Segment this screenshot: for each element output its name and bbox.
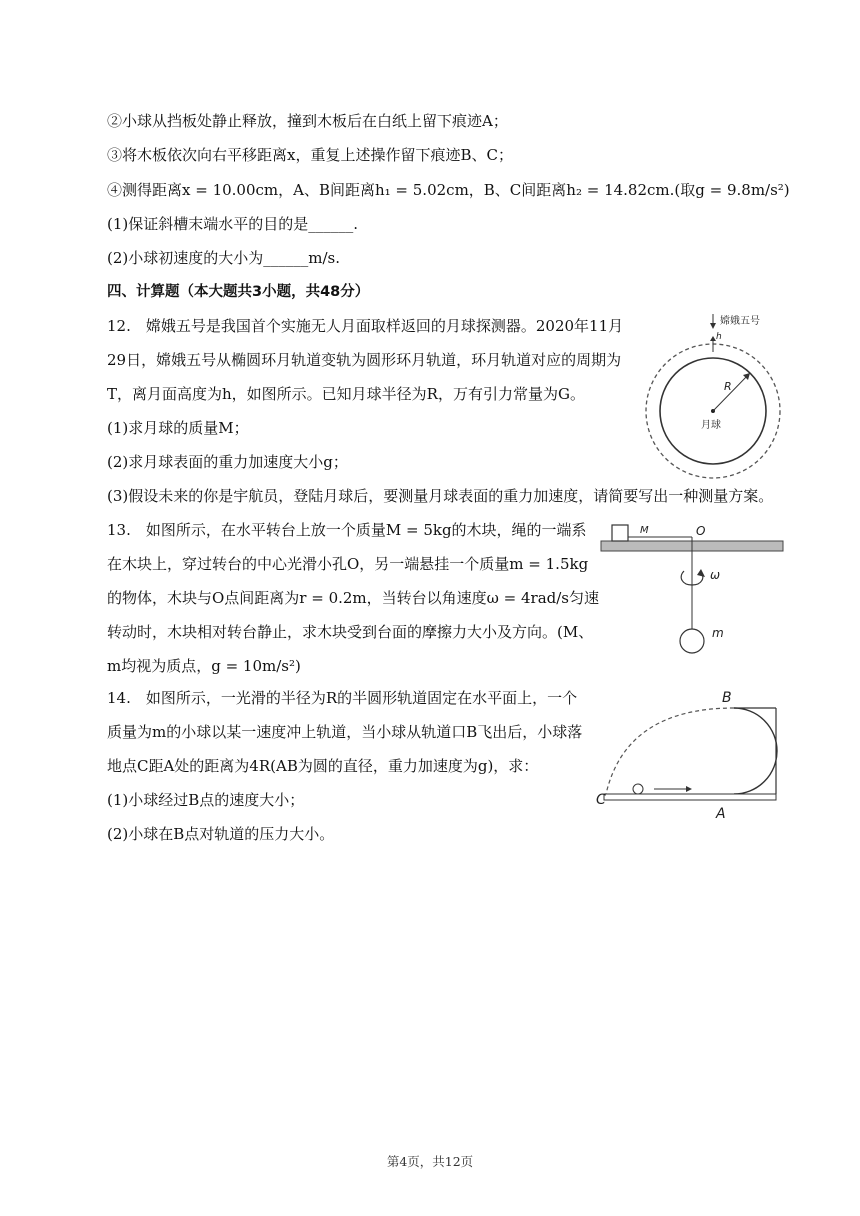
trajectory-dashed xyxy=(606,708,734,794)
moon-orbit-figure xyxy=(638,312,788,482)
semicircle-track-figure xyxy=(596,686,788,820)
hanging-mass xyxy=(680,629,704,653)
experiment-step-3: ③将木板依次向右平移距离x，重复上述操作留下痕迹B、C； xyxy=(107,146,513,164)
omega-label: ω xyxy=(710,568,721,582)
problem-14-question-1: (1)小球经过B点的速度大小； xyxy=(107,791,305,809)
problem-13-line-1: 13. 如图所示，在水平转台上放一个质量M = 5kg的木块，绳的一端系 xyxy=(107,521,587,539)
problem-12-line-1: 12. 嫦娥五号是我国首个实施无人月面取样返回的月球探测器。2020年11月 xyxy=(107,317,624,335)
problem-14-line-2: 质量为m的小球以某一速度冲上轨道，当小球从轨道口B飞出后，小球落 xyxy=(107,723,583,741)
problem-12-question-3: (3)假设未来的你是宇航员，登陆月球后，要测量月球表面的重力加速度，请简要写出一种测量方案。 xyxy=(107,487,774,505)
turntable-figure xyxy=(598,517,788,657)
probe-label: 嫦娥五号 xyxy=(720,316,760,327)
problem-13-line-2: 在木块上，穿过转台的中心光滑小孔O，另一端悬挂一个质量m = 1.5kg xyxy=(107,555,589,573)
o-label: O xyxy=(696,524,706,538)
c-label: C xyxy=(596,792,606,808)
problem-14-question-2: (2)小球在B点对轨道的压力大小。 xyxy=(107,825,335,843)
problem-13-line-3: 的物体，木块与O点间距离为r = 0.2m，当转台以角速度ω = 4rad/s匀速 xyxy=(107,589,599,607)
section-heading: 四、计算题（本大题共3小题，共48分） xyxy=(107,284,370,300)
problem-12-line-3: T，离月面高度为h，如图所示。已知月球半径为R，万有引力常量为G。 xyxy=(107,385,585,403)
problem-14-line-1: 14. 如图所示，一光滑的半径为R的半圆形轨道固定在水平面上，一个 xyxy=(107,689,578,707)
hanging-mass-label: m xyxy=(712,626,724,640)
problem-12-question-2: (2)求月球表面的重力加速度大小g； xyxy=(107,453,348,471)
a-label: A xyxy=(716,806,726,820)
problem-13-line-4: 转动时，木块相对转台静止，求木块受到台面的摩擦力大小及方向。(M、 xyxy=(107,623,594,641)
page-footer: 第4页，共12页 xyxy=(386,1154,474,1169)
experiment-question-1: (1)保证斜槽末端水平的目的是______. xyxy=(107,215,359,233)
experiment-step-2: ②小球从挡板处静止释放，撞到木板后在白纸上留下痕迹A； xyxy=(107,112,508,130)
r-label: R xyxy=(724,380,732,393)
semicircle-track xyxy=(734,708,777,794)
experiment-step-4: ④测得距离x = 10.00cm，A、B间距离h₁ = 5.02cm，B、C间距离h₂ = 14.82cm.(取g = 9.8m/s²) xyxy=(107,181,790,199)
problem-12-question-1: (1)求月球的质量M； xyxy=(107,419,249,437)
problem-13-line-5: m均视为质点，g = 10m/s²) xyxy=(107,657,301,675)
ground xyxy=(604,794,776,800)
block-m xyxy=(612,525,628,541)
problem-12-line-2: 29日，嫦娥五号从椭圆环月轨道变轨为圆形环月轨道，环月轨道对应的周期为 xyxy=(107,351,622,369)
block-m-label: M xyxy=(640,525,649,536)
experiment-question-2: (2)小球初速度的大小为______m/s. xyxy=(107,249,340,267)
h-label: h xyxy=(716,332,722,342)
moon-label: 月球 xyxy=(701,420,721,431)
small-ball xyxy=(633,784,643,794)
problem-14-line-3: 地点C距A处的距离为4R(AB为圆的直径，重力加速度为g)，求： xyxy=(107,757,539,775)
b-label: B xyxy=(722,690,732,706)
